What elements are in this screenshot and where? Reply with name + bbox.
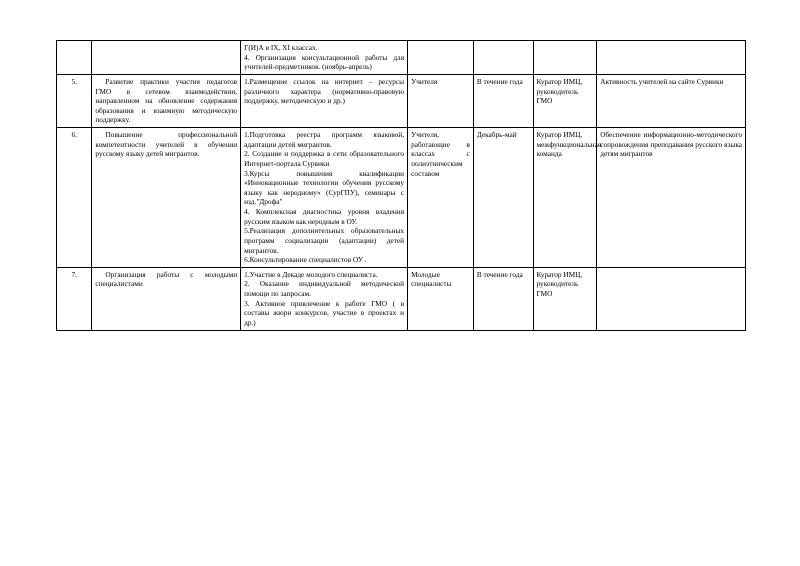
table-body: [57, 41, 746, 331]
activity-item: 6.Консультирование специалистов ОУ .: [244, 255, 367, 265]
table-row: [57, 41, 746, 75]
activity-item: 1.Участие в Декаде молодого специалиста.: [244, 269, 378, 279]
plan-table: [56, 40, 746, 331]
row-performers: [408, 41, 474, 75]
activity-item: 2. Оказание индивидуальной методической помощи по запросам.: [244, 279, 405, 298]
row-result: [597, 267, 746, 330]
activity-item: 4. Организация консультационной работы для учителей-предметников. (ноябрь-апрель): [244, 52, 405, 72]
activity-item: 1.Размещение ссылок на интернет – ресурсы различного характера (нормативно-правовую поддержку, методическую и др.): [244, 76, 405, 106]
row-performers: Учителя: [408, 74, 474, 127]
row-result: Обеспечение информационно-методического сопровождения преподавания русского языка детям мигрантов: [597, 128, 746, 268]
row-number: 7.: [57, 267, 92, 330]
row-deadline: [473, 41, 533, 75]
row-performers: Молодые специалисты: [408, 267, 474, 330]
row-deadline: Декабрь-май: [473, 128, 533, 268]
row-number: [57, 41, 92, 75]
activity-item: 3.Курсы повышения квалификации «Инновационные технологии обучения русскому языку как неродному» (СурГПУ), семинары с изд."Дрофа": [244, 168, 405, 207]
row-direction: [92, 128, 241, 268]
row-deadline: В течение года: [473, 267, 533, 330]
direction-text: Организация работы с молодыми специалистами: [95, 269, 238, 289]
activity-item: 1.Подготовка реестра программ языковой, адаптации детей мигрантов.: [244, 130, 405, 149]
row-deadline: В течение года: [473, 74, 533, 127]
row-responsible: Куратор ИМЦ, руководитель ГМО: [533, 267, 597, 330]
row-activities: [241, 41, 408, 75]
row-direction: [92, 267, 241, 330]
row-activities: [241, 74, 408, 127]
activity-item: Г(И)А в IX, XI классах.: [244, 43, 318, 52]
row-performers: Учителя, работающие в классах с полиэтническим составом: [408, 128, 474, 268]
row-responsible: Куратор ИМЦ, руководитель ГМО: [533, 74, 597, 127]
direction-text: Повышение профессиональной компетентности учителей в обучении русскому языку детей мигрантов.: [95, 130, 238, 159]
row-responsible: [533, 41, 597, 75]
row-result: Активность учителей на сайте Сурвики: [597, 74, 746, 127]
activity-item: 4. Комплексная диагностика уровня владения русским языком как неродным в ОУ.: [244, 207, 405, 226]
direction-text: Развитие практики участия педагогов ГМО в сетевом взаимодействии, направленном на обновление содержания образования и взаимную методическую поддержку.: [95, 76, 238, 125]
activity-item: 2. Создание и поддержка в сети образовательного Интернет-портала Сурвики: [244, 149, 405, 168]
table-row: [57, 74, 746, 127]
table-row: [57, 128, 746, 268]
row-activities: [241, 267, 408, 330]
activity-item: 5.Реализация дополнительных образовательных программ социализации (адаптации) детей мигрантов.: [244, 226, 405, 255]
table-row: [57, 267, 746, 330]
activity-item: 3. Активное привлечение к работе ГМО ( в составы жюри конкурсов, участие в проектах и др.): [244, 298, 405, 327]
row-number: 6.: [57, 128, 92, 268]
row-result: [597, 41, 746, 75]
row-direction: [92, 41, 241, 75]
row-number: 5.: [57, 74, 92, 127]
row-direction: [92, 74, 241, 127]
row-activities: [241, 128, 408, 268]
row-responsible: Куратор ИМЦ, межфункциональная команда: [533, 128, 597, 268]
